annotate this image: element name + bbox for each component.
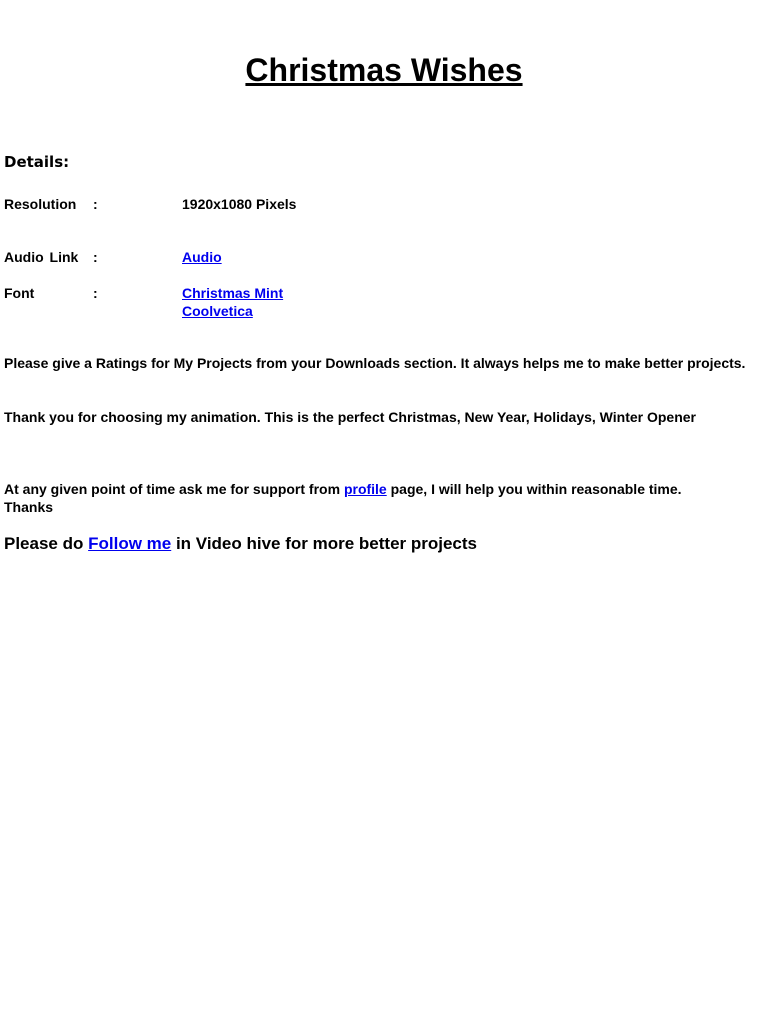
font-label: Font xyxy=(4,285,35,301)
thanks-paragraph: Thank you for choosing my animation. This is the perfect Christmas, New Year, Holidays, Winter Opener xyxy=(4,409,697,425)
follow-text-after: in Video hive for more better projects xyxy=(171,534,477,553)
support-text-after: page, I will help you within reasonable time. xyxy=(386,481,682,497)
resolution-value: 1920x1080 Pixels xyxy=(182,196,297,212)
support-paragraph xyxy=(4,481,764,516)
support-text-before: At any given point of time ask me for support from xyxy=(4,481,344,497)
christmas-mint-font-link[interactable]: Christmas Mint xyxy=(182,285,284,301)
audio-link[interactable]: Audio xyxy=(182,249,222,265)
profile-link[interactable]: profile xyxy=(343,481,387,497)
follow-me-link[interactable]: Follow me xyxy=(88,534,172,553)
resolution-colon: : xyxy=(93,196,98,212)
follow-line xyxy=(4,534,477,554)
resolution-label: Resolution xyxy=(4,196,77,212)
page-title: Christmas Wishes xyxy=(245,52,523,88)
audio-link-colon: : xyxy=(93,249,98,265)
details-heading: Details: xyxy=(4,153,70,171)
follow-text-before: Please do xyxy=(4,534,89,553)
support-thanks: Thanks xyxy=(4,498,54,515)
font-colon: : xyxy=(93,285,98,301)
audio-link-label: Audio Link xyxy=(4,249,79,265)
ratings-paragraph: Please give a Ratings for My Projects from your Downloads section. It always helps me to make better projects. xyxy=(4,355,746,371)
coolvetica-font-link[interactable]: Coolvetica xyxy=(182,303,253,319)
